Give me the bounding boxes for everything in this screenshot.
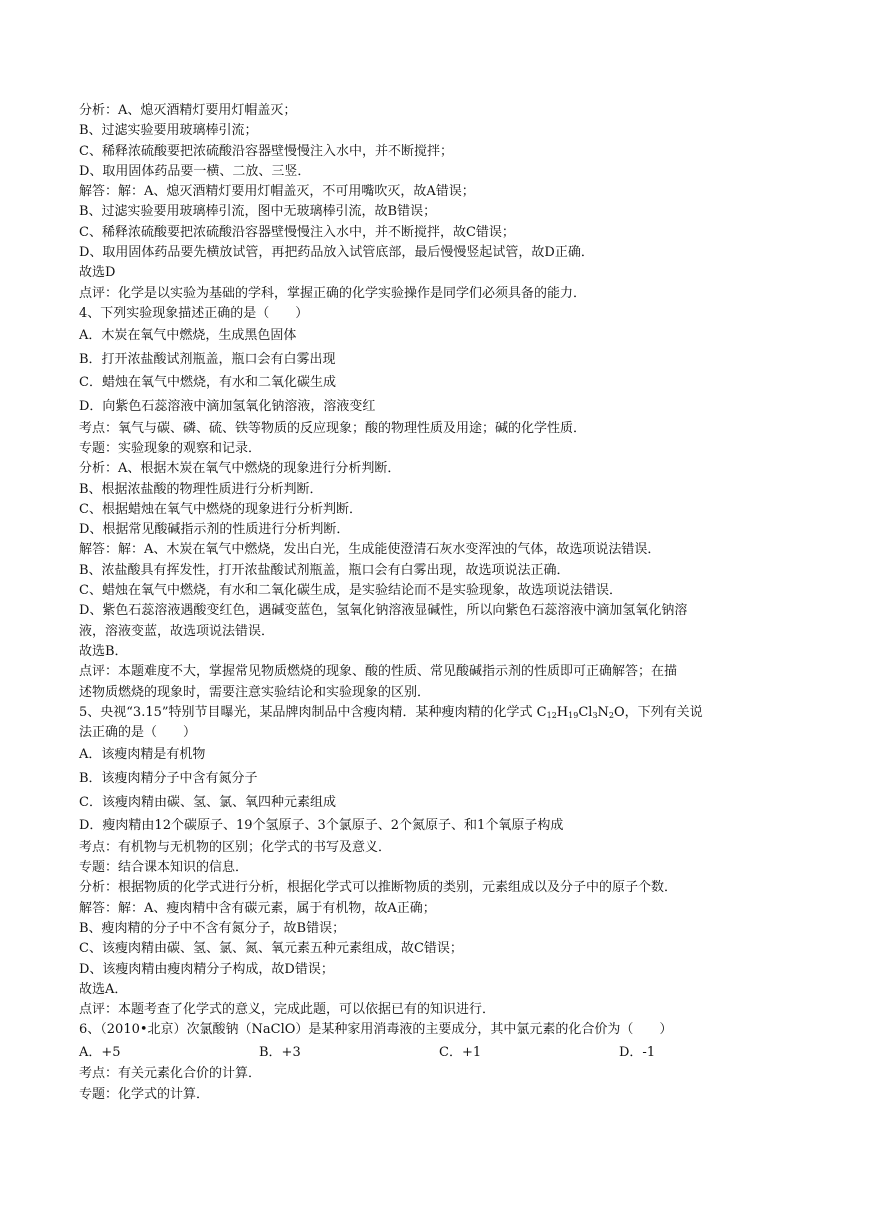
text-line: 分析：根据物质的化学式进行分析，根据化学式可以推断物质的类别，元素组成以及分子中的原子个数．	[79, 880, 678, 896]
text-line: B、过滤实验要用玻璃棒引流，图中无玻璃棒引流，故B错误；	[79, 204, 437, 220]
q5-stem-text: 5、央视“3.15”特别节目曝光，某品牌肉制品中含瘦肉精．某种瘦肉精的化学式	[79, 704, 537, 720]
text-line: D、取用固体药品要一横、二放、三竖．	[79, 163, 311, 179]
choice-b: B．+3	[259, 1044, 301, 1060]
option-a: A．木炭在氧气中燃烧，生成黑色固体	[79, 328, 297, 344]
option-c: C．该瘦肉精由碳、氢、氯、氧四种元素组成	[79, 794, 336, 810]
q5-stem-line2: 法正确的是（ ）	[79, 725, 197, 741]
text-line: 解答：解：A、熄灭酒精灯要用灯帽盖灭，不可用嘴吹灭，故A错误；	[79, 184, 475, 200]
option-d: D．向紫色石蕊溶液中滴加氢氧化钠溶液，溶液变红	[79, 399, 376, 415]
q5-stem	[79, 703, 799, 723]
text-line: 解答：解：A、木炭在氧气中燃烧，发出白光，生成能使澄清石灰水变浑浊的气体，故选项说法错误．	[79, 542, 661, 558]
option-b: B．打开浓盐酸试剂瓶盖，瓶口会有白雾出现	[79, 351, 336, 367]
q4-stem: 4、下列实验现象描述正确的是（ ）	[79, 305, 309, 321]
text-line: D、取用固体药品要先横放试管，再把药品放入试管底部，最后慢慢竖起试管，故D正确．	[79, 245, 594, 261]
text-line: B、根据浓盐酸的物理性质进行分析判断．	[79, 481, 323, 497]
text-line: 故选A．	[79, 981, 128, 997]
q6-stem: 6、（2010•北京）次氯酸钠（NaClO）是某种家用消毒液的主要成分，其中氯元素的化合价为（ ）	[79, 1022, 673, 1038]
text-line: 液，溶液变蓝，故选项说法错误．	[79, 623, 275, 639]
text-line: D、根据常见酸碱指示剂的性质进行分析判断．	[79, 522, 350, 538]
text-line: 专题：化学式的计算．	[79, 1086, 210, 1102]
text-line: 专题：实验现象的观察和记录．	[79, 440, 262, 456]
choice-c: C．+1	[439, 1044, 482, 1060]
option-b: B．该瘦肉精分子中含有氮分子	[79, 770, 258, 786]
q4-options	[79, 324, 799, 418]
chemical-formula: $C_{12}H_{19}Cl_3N_2O$	[536, 704, 625, 720]
text-line: 分析：A、熄灭酒精灯要用灯帽盖灭；	[79, 103, 297, 118]
text-line: 解答：解：A、瘦肉精中含有碳元素，属于有机物，故A正确；	[79, 900, 436, 916]
text-line: C、稀释浓硫酸要把浓硫酸沿容器壁慢慢注入水中，并不断搅拌，故C错误；	[79, 224, 515, 240]
q6-choices	[79, 1041, 799, 1065]
q3-answer	[79, 182, 799, 283]
text-line: 考点：有机物与无机物的区别；化学式的书写及意义．	[79, 839, 392, 855]
text-line: D、紫色石蕊溶液遇酸变红色，遇碱变蓝色，氢氧化钠溶液显碱性，所以向紫色石蕊溶液中滴加氢氧化钠溶	[79, 603, 688, 619]
q3-comment: 点评：化学是以实验为基础的学科，掌握正确的化学实验操作是同学们必须具备的能力．	[79, 285, 587, 301]
q5-options	[79, 743, 799, 837]
q3-analysis	[79, 101, 799, 182]
q4-solution	[79, 419, 799, 703]
text-line: 专题：结合课本知识的信息．	[79, 860, 249, 876]
text-line: 考点：有关元素化合价的计算．	[79, 1066, 262, 1082]
q5-stem-text-end: ，下列有关说	[624, 704, 703, 720]
text-line: B、浓盐酸具有挥发性，打开浓盐酸试剂瓶盖，瓶口会有白雾出现，故选项说法正确．	[79, 562, 570, 578]
text-line: D、该瘦肉精由瘦肉精分子构成，故D错误；	[79, 961, 334, 977]
text-line: 考点：氧气与碳、磷、硫、铁等物质的反应现象；酸的物理性质及用途；碱的化学性质．	[79, 420, 587, 436]
document-page	[79, 101, 799, 1105]
text-line: B、瘦肉精的分子中不含有氮分子，故B错误；	[79, 920, 346, 936]
option-a: A．该瘦肉精是有机物	[79, 747, 206, 763]
text-line: 故选B．	[79, 643, 128, 659]
text-line: 述物质燃烧的现象时，需要注意实验结论和实验现象的区别．	[79, 684, 431, 700]
text-line: C、根据蜡烛在氧气中燃烧的现象进行分析判断．	[79, 501, 362, 517]
option-d: D．瘦肉精由12个碳原子、19个氢原子、3个氯原子、2个氮原子、和1个氧原子构成	[79, 818, 564, 834]
text-line: 点评：本题难度不大，掌握常见物质燃烧的现象、酸的性质、常见酸碱指示剂的性质即可正确解答；在描	[79, 664, 678, 680]
text-line: 点评：本题考查了化学式的意义，完成此题，可以依据已有的知识进行．	[79, 1002, 496, 1018]
text-line: 分析：A、根据木炭在氧气中燃烧的现象进行分析判断．	[79, 461, 401, 477]
text-line: B、过滤实验要用玻璃棒引流；	[79, 123, 258, 139]
choice-d: D．-1	[619, 1044, 656, 1060]
text-line: C、蜡烛在氧气中燃烧，有水和二氧化碳生成，是实验结论而不是实验现象，故选项说法错误．	[79, 583, 622, 599]
option-c: C．蜡烛在氧气中燃烧，有水和二氧化碳生成	[79, 375, 336, 391]
text-line: C、稀释浓硫酸要把浓硫酸沿容器壁慢慢注入水中，并不断搅拌；	[79, 143, 453, 159]
q5-solution	[79, 838, 799, 1021]
choice-a: A．+5	[79, 1044, 121, 1060]
text-line: 故选D	[79, 265, 116, 281]
q6-solution	[79, 1064, 799, 1105]
text-line: C、该瘦肉精由碳、氢、氯、氮、氧元素五种元素组成，故C错误；	[79, 941, 463, 957]
